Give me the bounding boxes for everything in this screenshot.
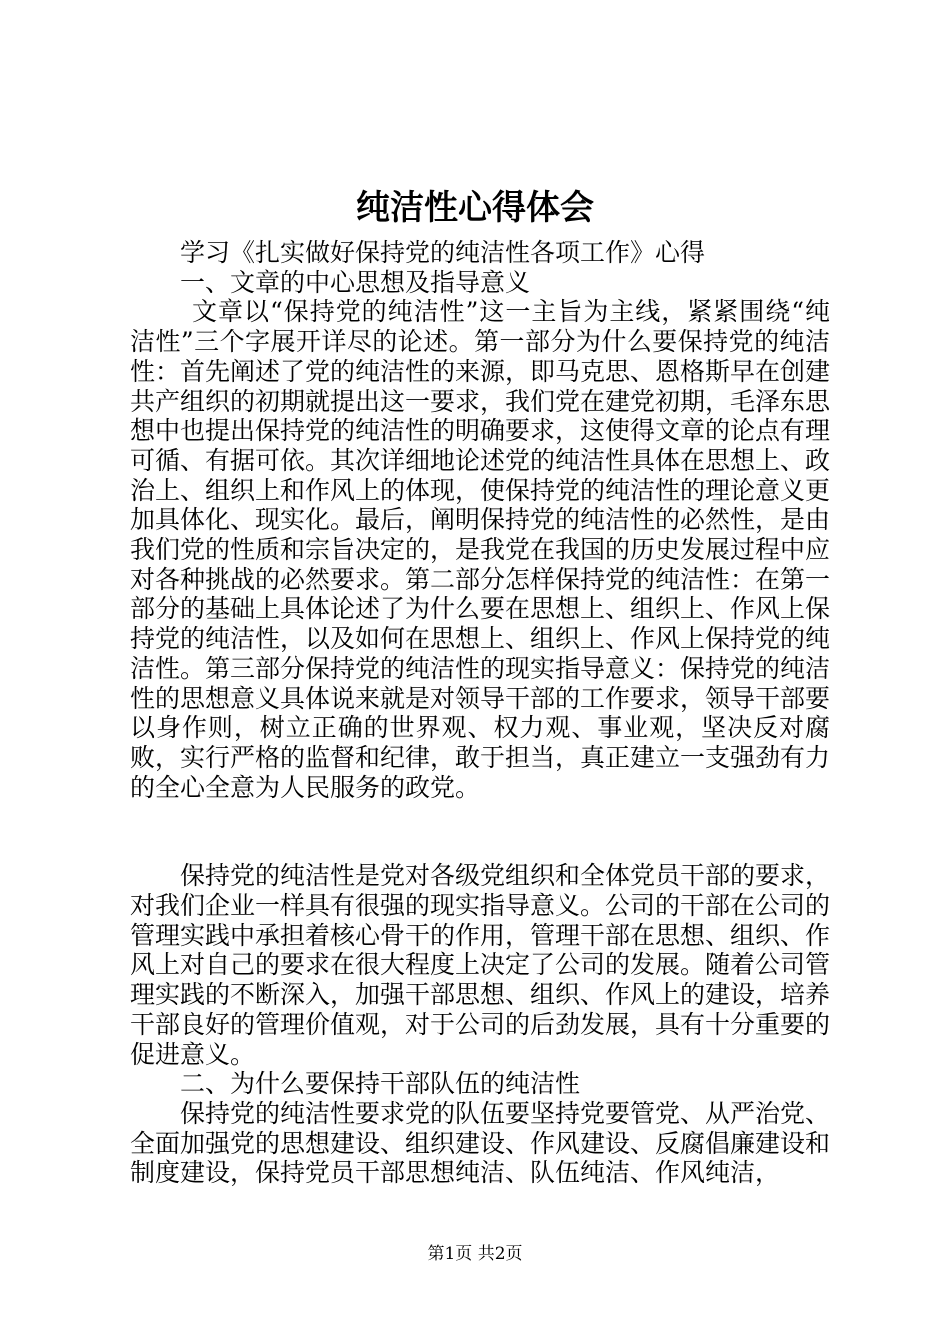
section-heading-1: 一、文章的中心思想及指导意义 bbox=[180, 267, 531, 297]
paragraph-gap bbox=[130, 802, 830, 861]
document-body bbox=[130, 238, 830, 1188]
document-subtitle: 学习《扎实做好保持党的纯洁性各项工作》心得 bbox=[180, 238, 706, 267]
document-title: 纯洁性心得体会 bbox=[356, 188, 594, 228]
paragraph-3: 保持党的纯洁性要求党的队伍要坚持党要管党、从严治党、全面加强党的思想建设、组织建设、作风建设、反腐倡廉建设和制度建设，保持党员干部思想纯洁、队伍纯洁、作风纯洁， bbox=[130, 1098, 831, 1188]
paragraph-2: 保持党的纯洁性是党对各级党组织和全体党员干部的要求，对我们企业一样具有很强的现实指导意义。公司的干部在公司的管理实践中承担着核心骨干的作用，管理干部在思想、组织、作风上对自己的要求在很大程度上决定了公司的发展。随着公司管理实践的不断深入，加强干部思想、组织、作风上的建设，培养干部良好的管理价值观，对于公司的后劲发展，具有十分重要的促进意义。 bbox=[130, 861, 831, 1069]
paragraph-1: 文章以“保持党的纯洁性”这一主旨为主线，紧紧围绕“纯洁性”三个字展开详尽的论述。第一部分为什么要保持党的纯洁性：首先阐述了党的纯洁性的来源，即马克思、恩格斯早在创建共产组织的初期就提出这一要求，我们党在建党初期，毛泽东思想中也提出保持党的纯洁性的明确要求，这使得文章的论点有理可循、有据可依。其次详细地论述党的纯洁性具体在思想上、政治上、组织上和作风上的体现，使保持党的纯洁性的理论意义更加具体化、现实化。最后，阐明保持党的纯洁性的必然性，是由我们党的性质和宗旨决定的，是我党在我国的历史发展过程中应对各种挑战的必然要求。第二部分怎样保持党的纯洁性：在第一部分的基础上具体论述了为什么要在思想上、组织上、作风上保持党的纯洁性，以及如何在思想上、组织上、作风上保持党的纯洁性。第三部分保持党的纯洁性的现实指导意义：保持党的纯洁性的思想意义具体说来就是对领导干部的工作要求，领导干部要以身作则，树立正确的世界观、权力观、事业观，坚决反对腐败，实行严格的监督和纪律，敢于担当，真正建立一支强劲有力的全心全意为人民服务的政党。 bbox=[130, 297, 831, 802]
page-footer: 第1页 共2页 bbox=[427, 1244, 523, 1264]
section-heading-2: 二、为什么要保持干部队伍的纯洁性 bbox=[180, 1069, 581, 1099]
